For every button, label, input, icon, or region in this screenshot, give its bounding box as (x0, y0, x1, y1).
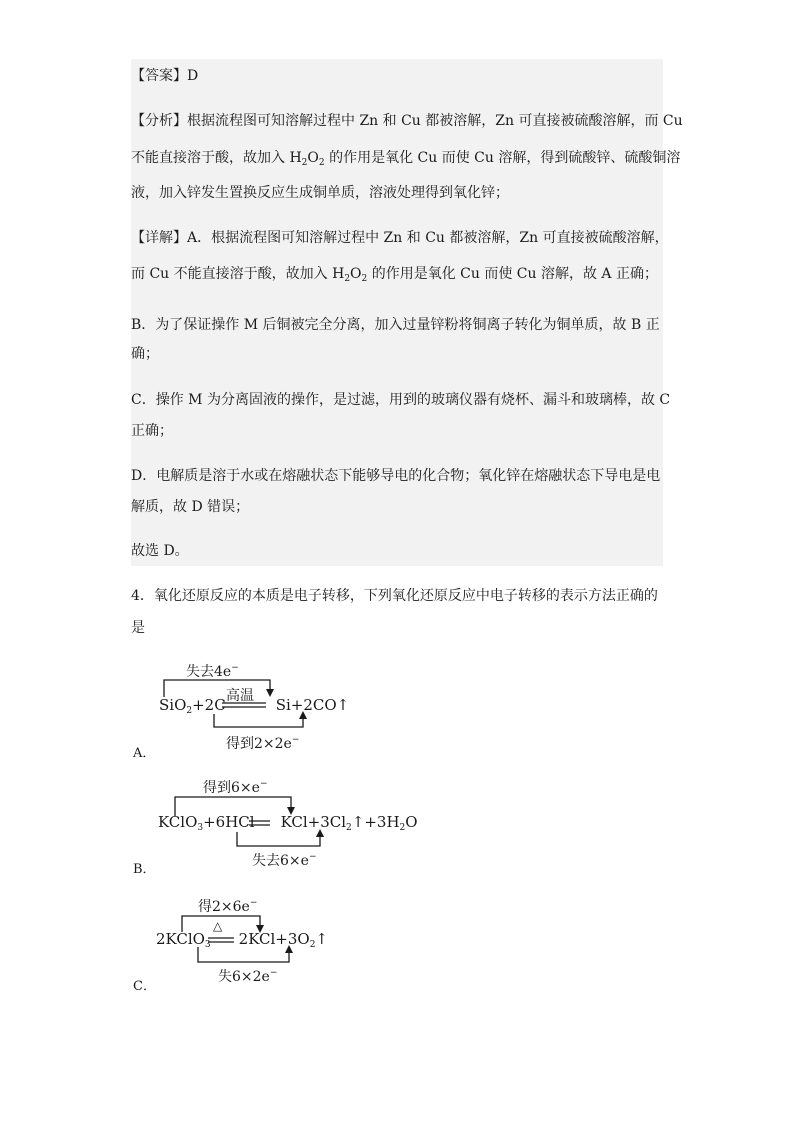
option-a-bottom-label: 得到2×2e− (226, 735, 300, 752)
analysis-line-2: 不能直接溶于酸，故加入 $H_2O_2$ 的作用是氧化 Cu 而使 Cu 溶解，得到硫酸锌、硫酸铜溶 (131, 150, 681, 168)
detail-line-1: 【详解】A．根据流程图可知溶解过程中 Zn 和 Cu 都被溶解，Zn 可直接被硫酸溶解， (131, 230, 669, 246)
option-c-bottom-label: 失6×2e− (218, 968, 278, 985)
h2o2-formula: $H_2O_2$ (332, 266, 368, 284)
question-line-1: 4．氧化还原反应的本质是电子转移，下列氧化还原反应中电子转移的表示方法正确的 (131, 588, 658, 604)
analysis-line-3: 液，加入锌发生置换反应生成铜单质，溶液处理得到氧化锌； (131, 185, 509, 201)
choose-line: 故选 D。 (131, 543, 189, 559)
option-a-equation: SiO$_2$+2C Si+2CO↑ (159, 696, 350, 716)
option-a-letter: A． (133, 746, 156, 761)
detail-b-line-2: 确； (131, 346, 159, 362)
analysis-line-1: 【分析】根据流程图可知溶解过程中 Zn 和 Cu 都被溶解，Zn 可直接被硫酸溶解，而 Cu (131, 113, 683, 129)
option-b-letter: B． (133, 862, 156, 877)
option-c-letter: C． (133, 979, 156, 994)
option-c-equation: 2KClO$_3$ $2KCl+3O_2↑$ (156, 930, 328, 950)
option-b-bottom-label: 失去6×e− (252, 852, 317, 869)
option-a-top-label: 失去4e− (186, 663, 239, 680)
detail-d-line-1: D．电解质是溶于水或在熔融状态下能够导电的化合物；氧化锌在熔融状态下导电是电 (131, 468, 661, 484)
h2o2-formula: $H_2O_2$ (289, 150, 325, 168)
arrow-b-bottom (237, 832, 320, 846)
option-c-top-label: 得2×6e− (198, 898, 258, 915)
option-a-condition: 高温 (226, 688, 254, 704)
question-line-2: 是 (131, 620, 145, 636)
detail-line-2: 而 Cu 不能直接溶于酸，故加入 $H_2O_2$ 的作用是氧化 Cu 而使 Cu 溶解，故 A 正确； (131, 266, 658, 284)
detail-c-line-1: C．操作 M 为分离固液的操作，是过滤，用到的玻璃仪器有烧杯、漏斗和玻璃棒，故 C (131, 392, 671, 408)
option-b-top-label: 得到6×e− (203, 779, 268, 796)
option-b-equation: KClO$_3$+6HCl $KCl+3Cl_2↑+3H_2O$ (158, 813, 418, 833)
detail-d-line-2: 解质，故 D 错误； (131, 499, 250, 515)
answer-line: 【答案】D (131, 68, 199, 84)
option-c-condition: △ (213, 919, 223, 933)
detail-c-line-2: 正确； (131, 423, 173, 439)
arrow-a-top (164, 680, 270, 697)
detail-b-line-1: B．为了保证操作 M 后铜被完全分离，加入过量锌粉将铜离子转化为铜单质，故 B 正 (131, 317, 660, 333)
